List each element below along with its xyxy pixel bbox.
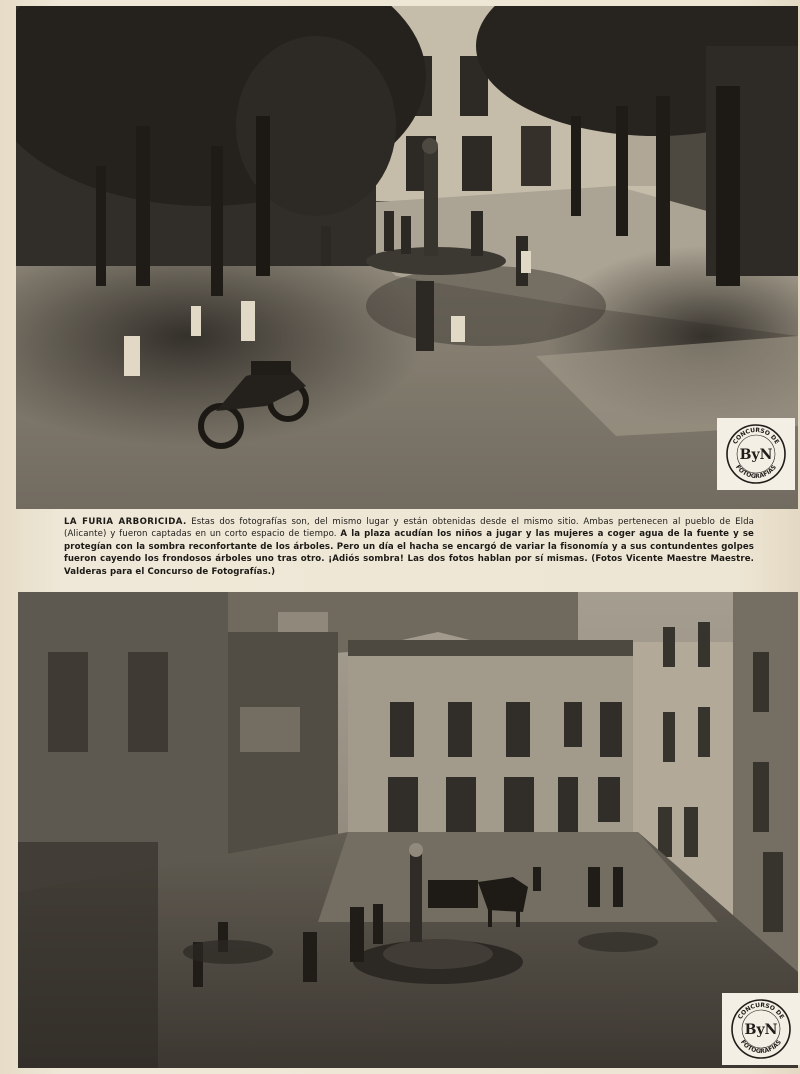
contest-stamp-top xyxy=(717,418,795,490)
svg-text:FOTOGRAFIAS: FOTOGRAFIAS xyxy=(739,1038,783,1056)
caption-credit: (Fotos Vicente Maestre Maestre. Valderas para el Concurso de Fotografías.) xyxy=(64,554,754,577)
svg-text:FOTOGRAFIAS: FOTOGRAFIAS xyxy=(734,463,778,481)
contest-seal xyxy=(724,422,788,486)
photo-caption xyxy=(64,516,754,578)
caption-title: LA FURIA ARBORICIDA. xyxy=(64,517,187,527)
plaza-trees-illustration xyxy=(16,6,798,509)
plaza-bare-illustration xyxy=(18,592,798,1068)
caption-body: Estas dos fotografías son, del mismo lugar y están obtenidas desde el mismo sitio. Ambas pertenecen al pueblo de Elda (Alicante) y fueron captadas en un corto espacio de tiempo. xyxy=(64,517,755,540)
svg-text:ByN: ByN xyxy=(744,1022,778,1038)
photo-plaza-without-trees xyxy=(18,592,798,1068)
contest-stamp-bottom xyxy=(722,993,800,1065)
contest-seal xyxy=(729,997,793,1061)
svg-text:CONCURSO DE: CONCURSO DE xyxy=(731,426,781,446)
caption-body-bold: A la plaza acudían los niños a jugar y las mujeres a coger agua de la fuente y se protegían con la sombra reconfortante de los árboles. Pero un día el hacha se encargó de variar la fisonomía y a sus contundentes golpes fueron cayendo los frondosos árboles uno tras otro. ¡Adiós sombra! Las dos fotos hablan por sí mismas. xyxy=(64,529,754,565)
svg-text:ByN: ByN xyxy=(739,447,773,463)
photo-plaza-with-trees xyxy=(16,6,798,509)
svg-text:CONCURSO DE: CONCURSO DE xyxy=(736,1001,786,1021)
